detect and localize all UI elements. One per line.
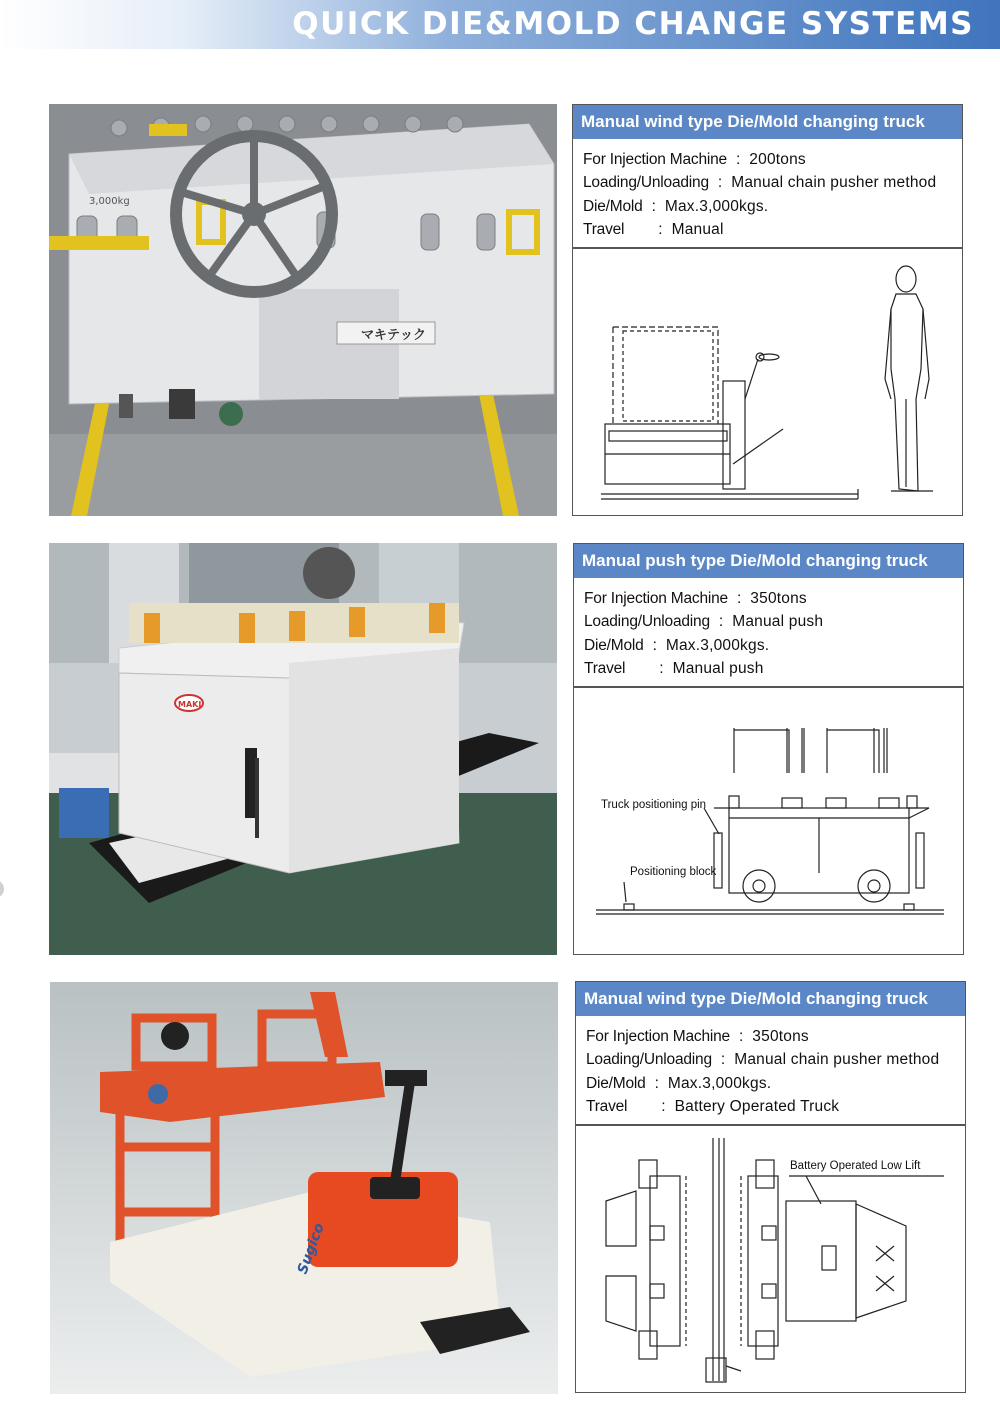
spec-value: Max.3,000kgs. (667, 1074, 772, 1092)
drawing-box-2 (573, 687, 964, 955)
spec-value: Manual push (672, 660, 764, 678)
photo-battery-operated-truck (50, 982, 558, 1394)
spec-row-loading: Loading/Unloading : Manual push (584, 613, 824, 631)
callout-battery-operated-low-lift: Battery Operated Low Lift (790, 1160, 921, 1172)
spec-box-2 (573, 543, 964, 687)
truck-side-drawing-2 (574, 688, 964, 955)
spec-label: Travel (586, 1098, 628, 1116)
spec-label: Die/Mold (586, 1074, 646, 1092)
photo-maki-logo: MAKI (178, 700, 202, 709)
spec-value: Battery Operated Truck (674, 1098, 840, 1116)
callout-positioning-block: Positioning block (630, 866, 717, 878)
spec-row-travel: Travel : Manual (583, 221, 724, 239)
spec-value: Max.3,000kgs. (664, 197, 769, 215)
page-title: QUICK DIE&MOLD CHANGE SYSTEMS (292, 6, 974, 42)
spec-value: Max.3,000kgs. (665, 636, 770, 654)
spec-title-3: Manual wind type Die/Mold changing truck (576, 982, 965, 1016)
spec-value: Manual chain pusher method (731, 174, 937, 192)
spec-row-travel: Travel : Manual push (584, 660, 764, 678)
spec-label: For Injection Machine (586, 1027, 730, 1045)
header-banner (0, 0, 1000, 49)
photo-capacity-label: 3,000kg (89, 196, 130, 207)
truck-side-drawing-1 (573, 249, 963, 516)
spec-value: 350tons (750, 589, 807, 607)
drawing-box-3 (575, 1125, 966, 1393)
photo-sugico-logo: Sugico (294, 1221, 328, 1277)
spec-label: Loading/Unloading (586, 1051, 712, 1069)
spec-label: For Injection Machine (583, 150, 727, 168)
spec-label: Travel (583, 221, 625, 239)
spec-label: Die/Mold (584, 636, 644, 654)
spec-label: Die/Mold (583, 197, 643, 215)
spec-value: Manual chain pusher method (734, 1051, 940, 1069)
spec-value: 200tons (749, 150, 806, 168)
spec-row-die: Die/Mold : Max.3,000kgs. (583, 197, 769, 215)
spec-value: Manual (671, 221, 724, 239)
callout-truck-positioning-pin: Truck positioning pin (601, 799, 707, 811)
spec-label: For Injection Machine (584, 589, 728, 607)
spec-row-loading: Loading/Unloading : Manual chain pusher method (583, 174, 937, 192)
spec-label: Travel (584, 660, 626, 678)
spec-title-1: Manual wind type Die/Mold changing truck (573, 105, 962, 139)
spec-row-machine: For Injection Machine : 200tons (583, 150, 806, 168)
photo-brand-label: マキテック (361, 328, 427, 343)
spec-row-loading: Loading/Unloading : Manual chain pusher method (586, 1051, 940, 1069)
spec-title-2: Manual push type Die/Mold changing truck (574, 544, 963, 578)
spec-row-travel: Travel : Battery Operated Truck (586, 1098, 840, 1116)
spec-row-die: Die/Mold : Max.3,000kgs. (586, 1074, 772, 1092)
spec-box-1 (572, 104, 963, 248)
spec-row-machine: For Injection Machine : 350tons (586, 1027, 809, 1045)
photo-manual-push-truck-350t (49, 543, 557, 955)
spec-box-3 (575, 981, 966, 1125)
page-edge-tab (0, 880, 4, 898)
photo-manual-wind-truck-200t (49, 104, 557, 516)
spec-value: 350tons (752, 1027, 809, 1045)
spec-label: Loading/Unloading (583, 174, 709, 192)
spec-value: Manual push (732, 613, 824, 631)
spec-label: Loading/Unloading (584, 613, 710, 631)
spec-row-machine: For Injection Machine : 350tons (584, 589, 807, 607)
drawing-box-1 (572, 248, 963, 516)
spec-row-die: Die/Mold : Max.3,000kgs. (584, 636, 770, 654)
